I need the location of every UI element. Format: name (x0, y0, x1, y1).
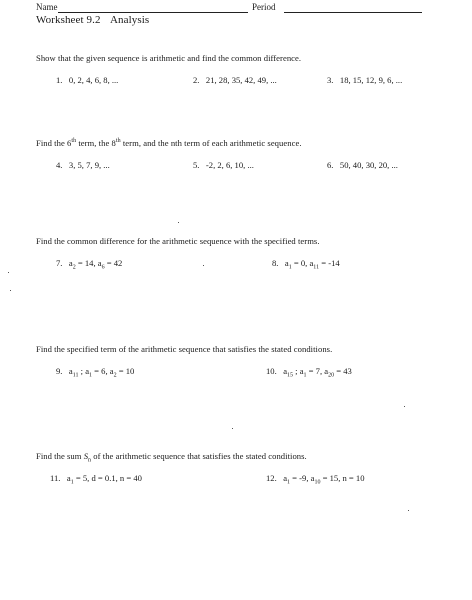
problem-text: 18, 15, 12, 9, 6, ... (339, 75, 403, 85)
problem-text: 0, 2, 4, 6, 8, ... (68, 75, 119, 85)
problem-text: 21, 28, 35, 42, 49, ... (205, 75, 277, 85)
problem-10: 10. $a_{15}$ ; $a_1 = 7$, $a_{20} = 43$ (266, 366, 352, 379)
problem-number: 7. (56, 258, 63, 268)
scan-speck (404, 406, 405, 407)
worksheet-subtitle: Analysis (110, 14, 150, 26)
problem-number: 9. (56, 366, 63, 376)
problem-6 (327, 160, 398, 170)
scan-speck (232, 428, 233, 429)
problem-number: 1. (56, 75, 63, 85)
problem-12: 12. $a_1 = -9$, $a_{10} = 15$, n = 10 (266, 473, 365, 486)
problem-number: 6. (327, 160, 334, 170)
problem-number: 4. (56, 160, 63, 170)
section-5-instruction: Find the sum $S_n$ of the arithmetic sequence that satisfies the stated conditions. (36, 451, 307, 464)
problem-9: 9. $a_{11}$ ; $a_1 = 6$, $a_2 = 10$ (56, 366, 135, 379)
problem-number: 5. (193, 160, 200, 170)
problem-text: -2, 2, 6, 10, ... (205, 160, 254, 170)
scan-speck (203, 265, 204, 266)
scan-speck (178, 222, 179, 223)
name-label: Name (36, 2, 58, 12)
worksheet-title: Worksheet 9.2 (36, 14, 101, 26)
problem-5 (193, 160, 254, 170)
section-3-instruction: Find the common difference for the arithmetic sequence with the specified terms. (36, 236, 320, 246)
problem-11: 11. $a_1 = 5$, d = 0.1, n = 40 (50, 473, 142, 486)
problem-number: 2. (193, 75, 200, 85)
problem-text: 50, 40, 30, 20, ... (339, 160, 398, 170)
scan-speck (408, 510, 409, 511)
problem-4 (56, 160, 110, 170)
problem-2 (193, 75, 277, 85)
problem-number: 3. (327, 75, 334, 85)
period-label: Period (252, 2, 276, 12)
period-field-line[interactable] (284, 12, 422, 13)
name-field-line[interactable] (58, 12, 248, 13)
scan-speck (8, 272, 9, 273)
section-1-instruction: Show that the given sequence is arithmetic and find the common difference. (36, 53, 302, 63)
problem-number: 10. (266, 366, 277, 376)
problem-1 (56, 75, 118, 85)
section-4-instruction: Find the specified term of the arithmetic sequence that satisfies the stated conditions. (36, 344, 333, 354)
problem-number: 11. (50, 473, 61, 483)
problem-7: 7. $a_2 = 14$, $a_6 = 42$ (56, 258, 123, 271)
problem-number: 12. (266, 473, 277, 483)
section-2-instruction: Find the 6th term, the 8th term, and the nth term of each arithmetic sequence. (36, 138, 302, 148)
problem-3 (327, 75, 402, 85)
scan-speck (10, 290, 11, 291)
problem-8: 8. $a_1 = 0$, $a_{11} = -14$ (272, 258, 340, 271)
problem-number: 8. (272, 258, 279, 268)
problem-text: 3, 5, 7, 9, ... (68, 160, 110, 170)
